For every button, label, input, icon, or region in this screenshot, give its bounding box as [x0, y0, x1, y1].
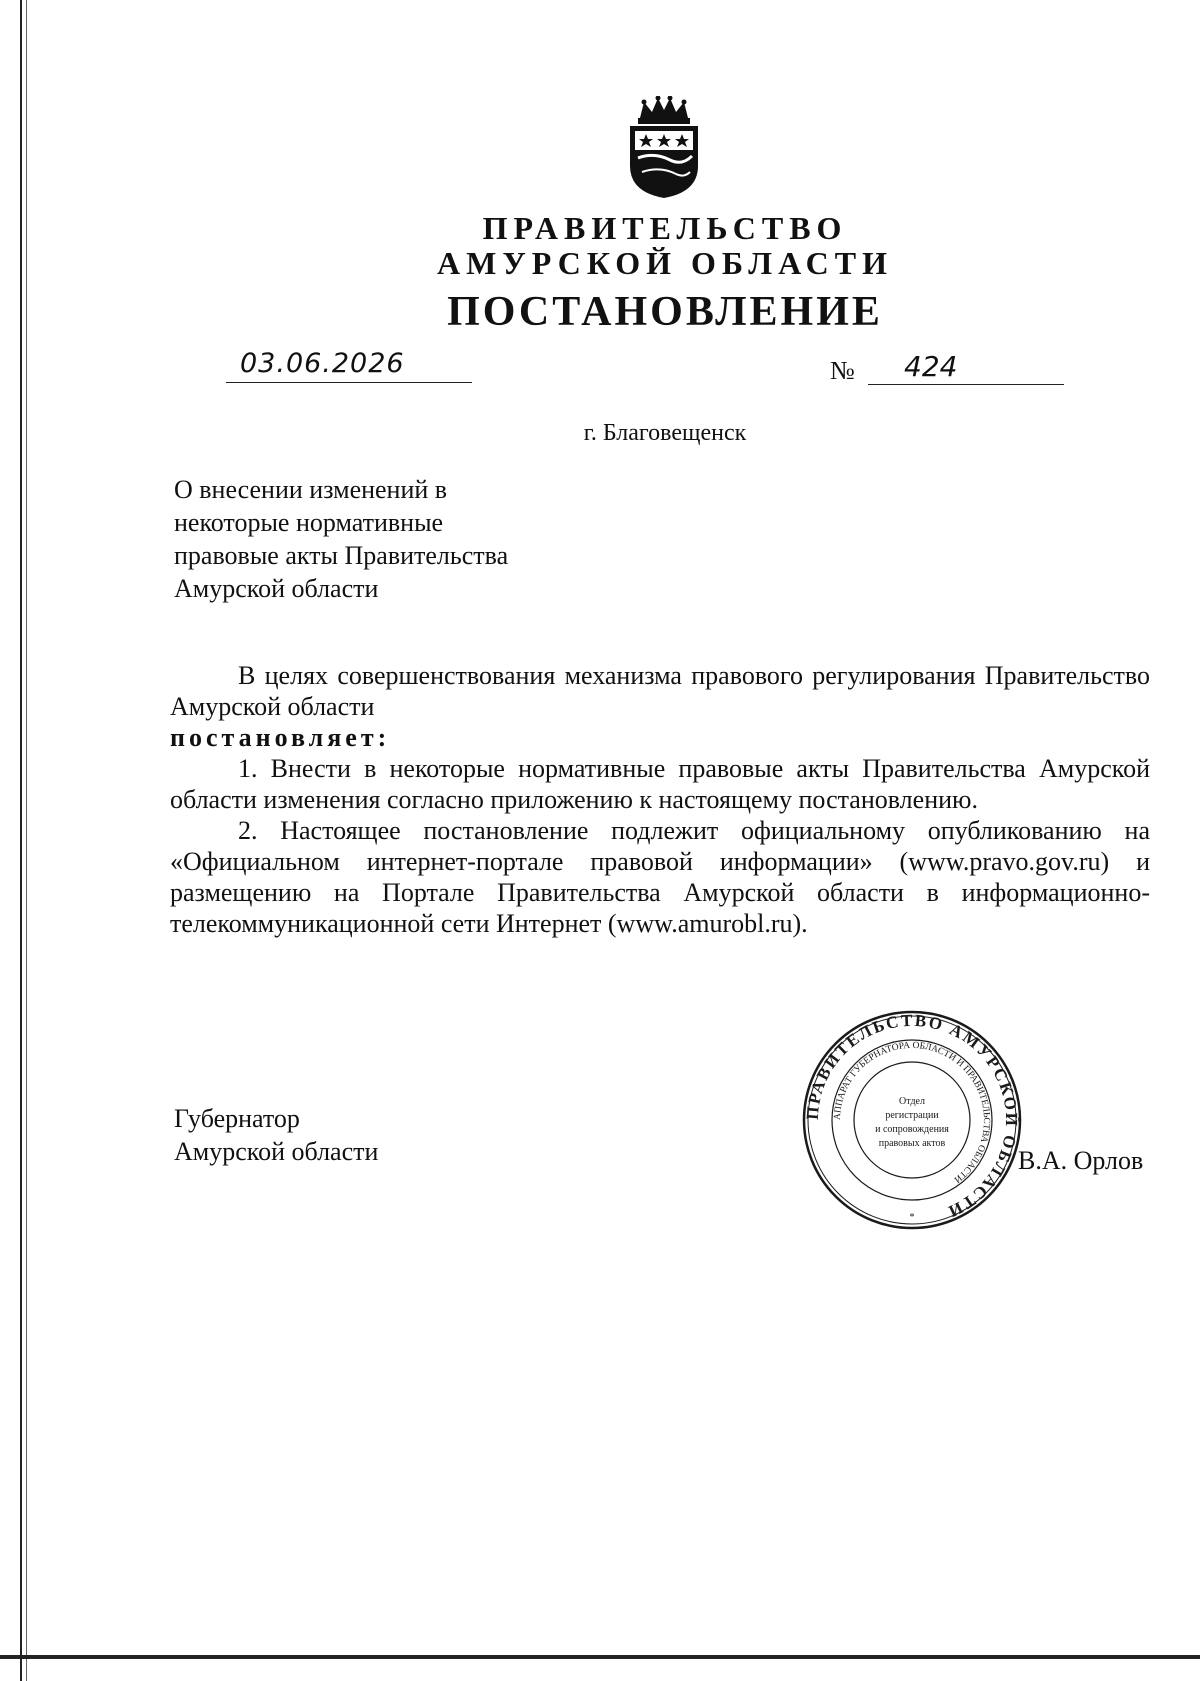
document-date: 03.06.2026 [240, 348, 405, 379]
government-title-line1: ПРАВИТЕЛЬСТВО [482, 210, 848, 246]
subject-line: правовые акты Правительства [174, 541, 509, 570]
scan-edge-bottom [0, 1655, 1200, 1659]
stamp-center-line: регистрации [885, 1110, 939, 1121]
signatory-title-line: Амурской области [174, 1137, 379, 1166]
subject-line: О внесении изменений в [174, 475, 448, 504]
document-body [170, 660, 1150, 939]
signatory-name: В.А. Орлов [1018, 1146, 1144, 1175]
coat-of-arms-icon [620, 96, 708, 200]
signatory-title-line: Губернатор [174, 1104, 300, 1133]
signatory-title [174, 1102, 378, 1168]
stamp-star-icon: * [909, 1212, 915, 1223]
subject-line: некоторые нормативные [174, 508, 444, 537]
stamp-center-line: правовых актов [878, 1138, 946, 1149]
official-stamp-icon [800, 1008, 1024, 1232]
stamp-inner-text: АППАРАТ ГУБЕРНАТОРА ОБЛАСТИ И ПРАВИТЕЛЬСТВА ОБЛАСТИ [832, 1040, 992, 1185]
city-line: г. Благовещенск [583, 420, 747, 446]
stamp-outer-text: ПРАВИТЕЛЬСТВО АМУРСКОЙ ОБЛАСТИ [802, 1010, 1022, 1222]
item-paragraph-2: 2. Настоящее постановление подлежит официальному опубликованию на «Официальном интернет-портале правовой информации» (www.pravo.gov.ru) и размещению на Портале Правительства Амурской области в информационно-телекоммуникационной сети Интернет (www.amurobl.ru). [170, 816, 1150, 938]
stamp-center-line: Отдел [899, 1096, 925, 1107]
number-field [868, 350, 1064, 385]
number-sign: № [830, 356, 855, 385]
document-type-title: ПОСТАНОВЛЕНИЕ [447, 289, 883, 335]
document-subject [174, 473, 594, 605]
resolves-word: постановляет: [170, 723, 391, 752]
preamble-paragraph: В целях совершенствования механизма правового регулирования Правительство Амурской области [170, 661, 1150, 721]
item-paragraph-1: 1. Внести в некоторые нормативные правовые акты Правительства Амурской области изменения согласно приложению к настоящему постановлению. [170, 754, 1150, 814]
government-title-line2: АМУРСКОЙ ОБЛАСТИ [437, 245, 893, 281]
document-number: 424 [904, 350, 958, 383]
subject-line: Амурской области [174, 574, 379, 603]
stamp-center-line: и сопровождения [875, 1124, 949, 1135]
date-field [226, 348, 472, 383]
